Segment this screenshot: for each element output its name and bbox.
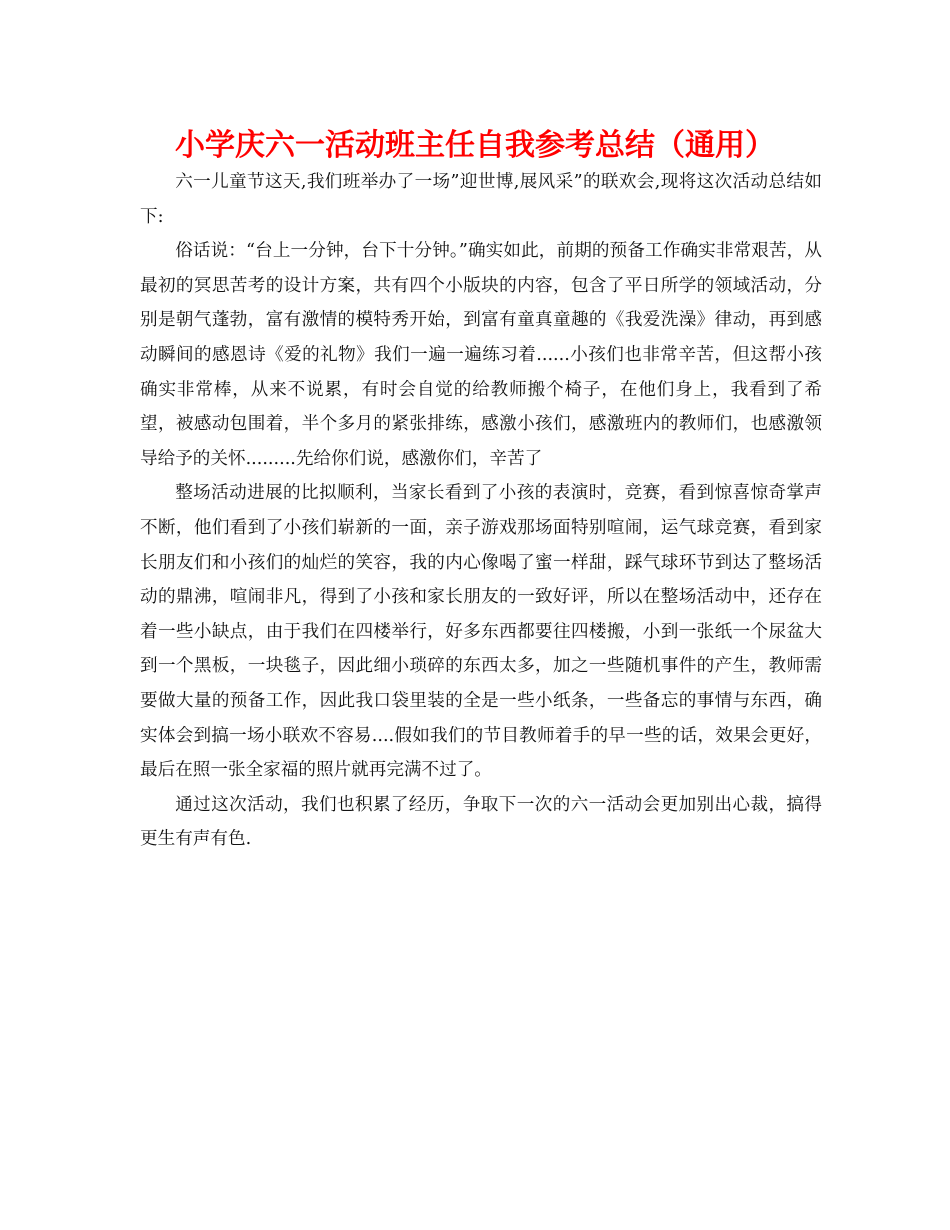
paragraph-event: 整场活动进展的比拟顺利，当家长看到了小孩的表演时，竞赛，看到惊喜惊奇掌声不断，他们看到了小孩们崭新的一面，亲子游戏那场面特别喧闹，运气球竞赛，看到家长朋友们和小孩们的灿烂的笑容，我的内心像喝了蜜一样甜，踩气球环节到达了整场活动的鼎沸，喧闹非凡，得到了小孩和家长朋友的一致好评，所以在整场活动中，还存在着一些小缺点，由于我们在四楼举行，好多东西都要往四楼搬，小到一张纸一个尿盆大到一个黑板，一块毯子，因此细小琐碎的东西太多，加之一些随机事件的产生，教师需要做大量的预备工作，因此我口袋里装的全是一些小纸条，一些备忘的事情与东西，确实体会到搞一场小联欢不容易....假如我们的节目教师着手的早一些的话，效果会更好，最后在照一张全家福的照片就再完满不过了。 <box>140 483 822 781</box>
paragraph-intro: 六一儿童节这天,我们班举办了一场”迎世博,展风采”的联欢会,现将这次活动总结如下: <box>140 172 822 227</box>
document-title: 小学庆六一活动班主任自我参考总结（通用） <box>175 128 775 163</box>
paragraph-conclusion: 通过这次活动，我们也积累了经历，争取下一次的六一活动会更加别出心裁，搞得更生有声有色. <box>140 794 822 850</box>
paragraph-preparation: 俗话说：“台上一分钟，台下十分钟。”确实如此，前期的预备工作确实非常艰苦，从最初的冥思苦考的设计方案，共有四个小版块的内容，包含了平日所学的领域活动，分别是朝气蓬勃，富有激情的模特秀开始，到富有童真童趣的《我爱洗澡》律动，再到感动瞬间的感恩诗《爱的礼物》我们一遍一遍练习着......小孩们也非常辛苦，但这帮小孩确实非常棒，从来不说累，有时会自觉的给教师搬个椅子，在他们身上，我看到了希望，被感动包围着，半个多月的紧张排练，感激小孩们，感激班内的教师们，也感激领导给予的关怀.........先给你们说，感激你们，辛苦了 <box>140 241 822 469</box>
document-body <box>140 165 822 857</box>
